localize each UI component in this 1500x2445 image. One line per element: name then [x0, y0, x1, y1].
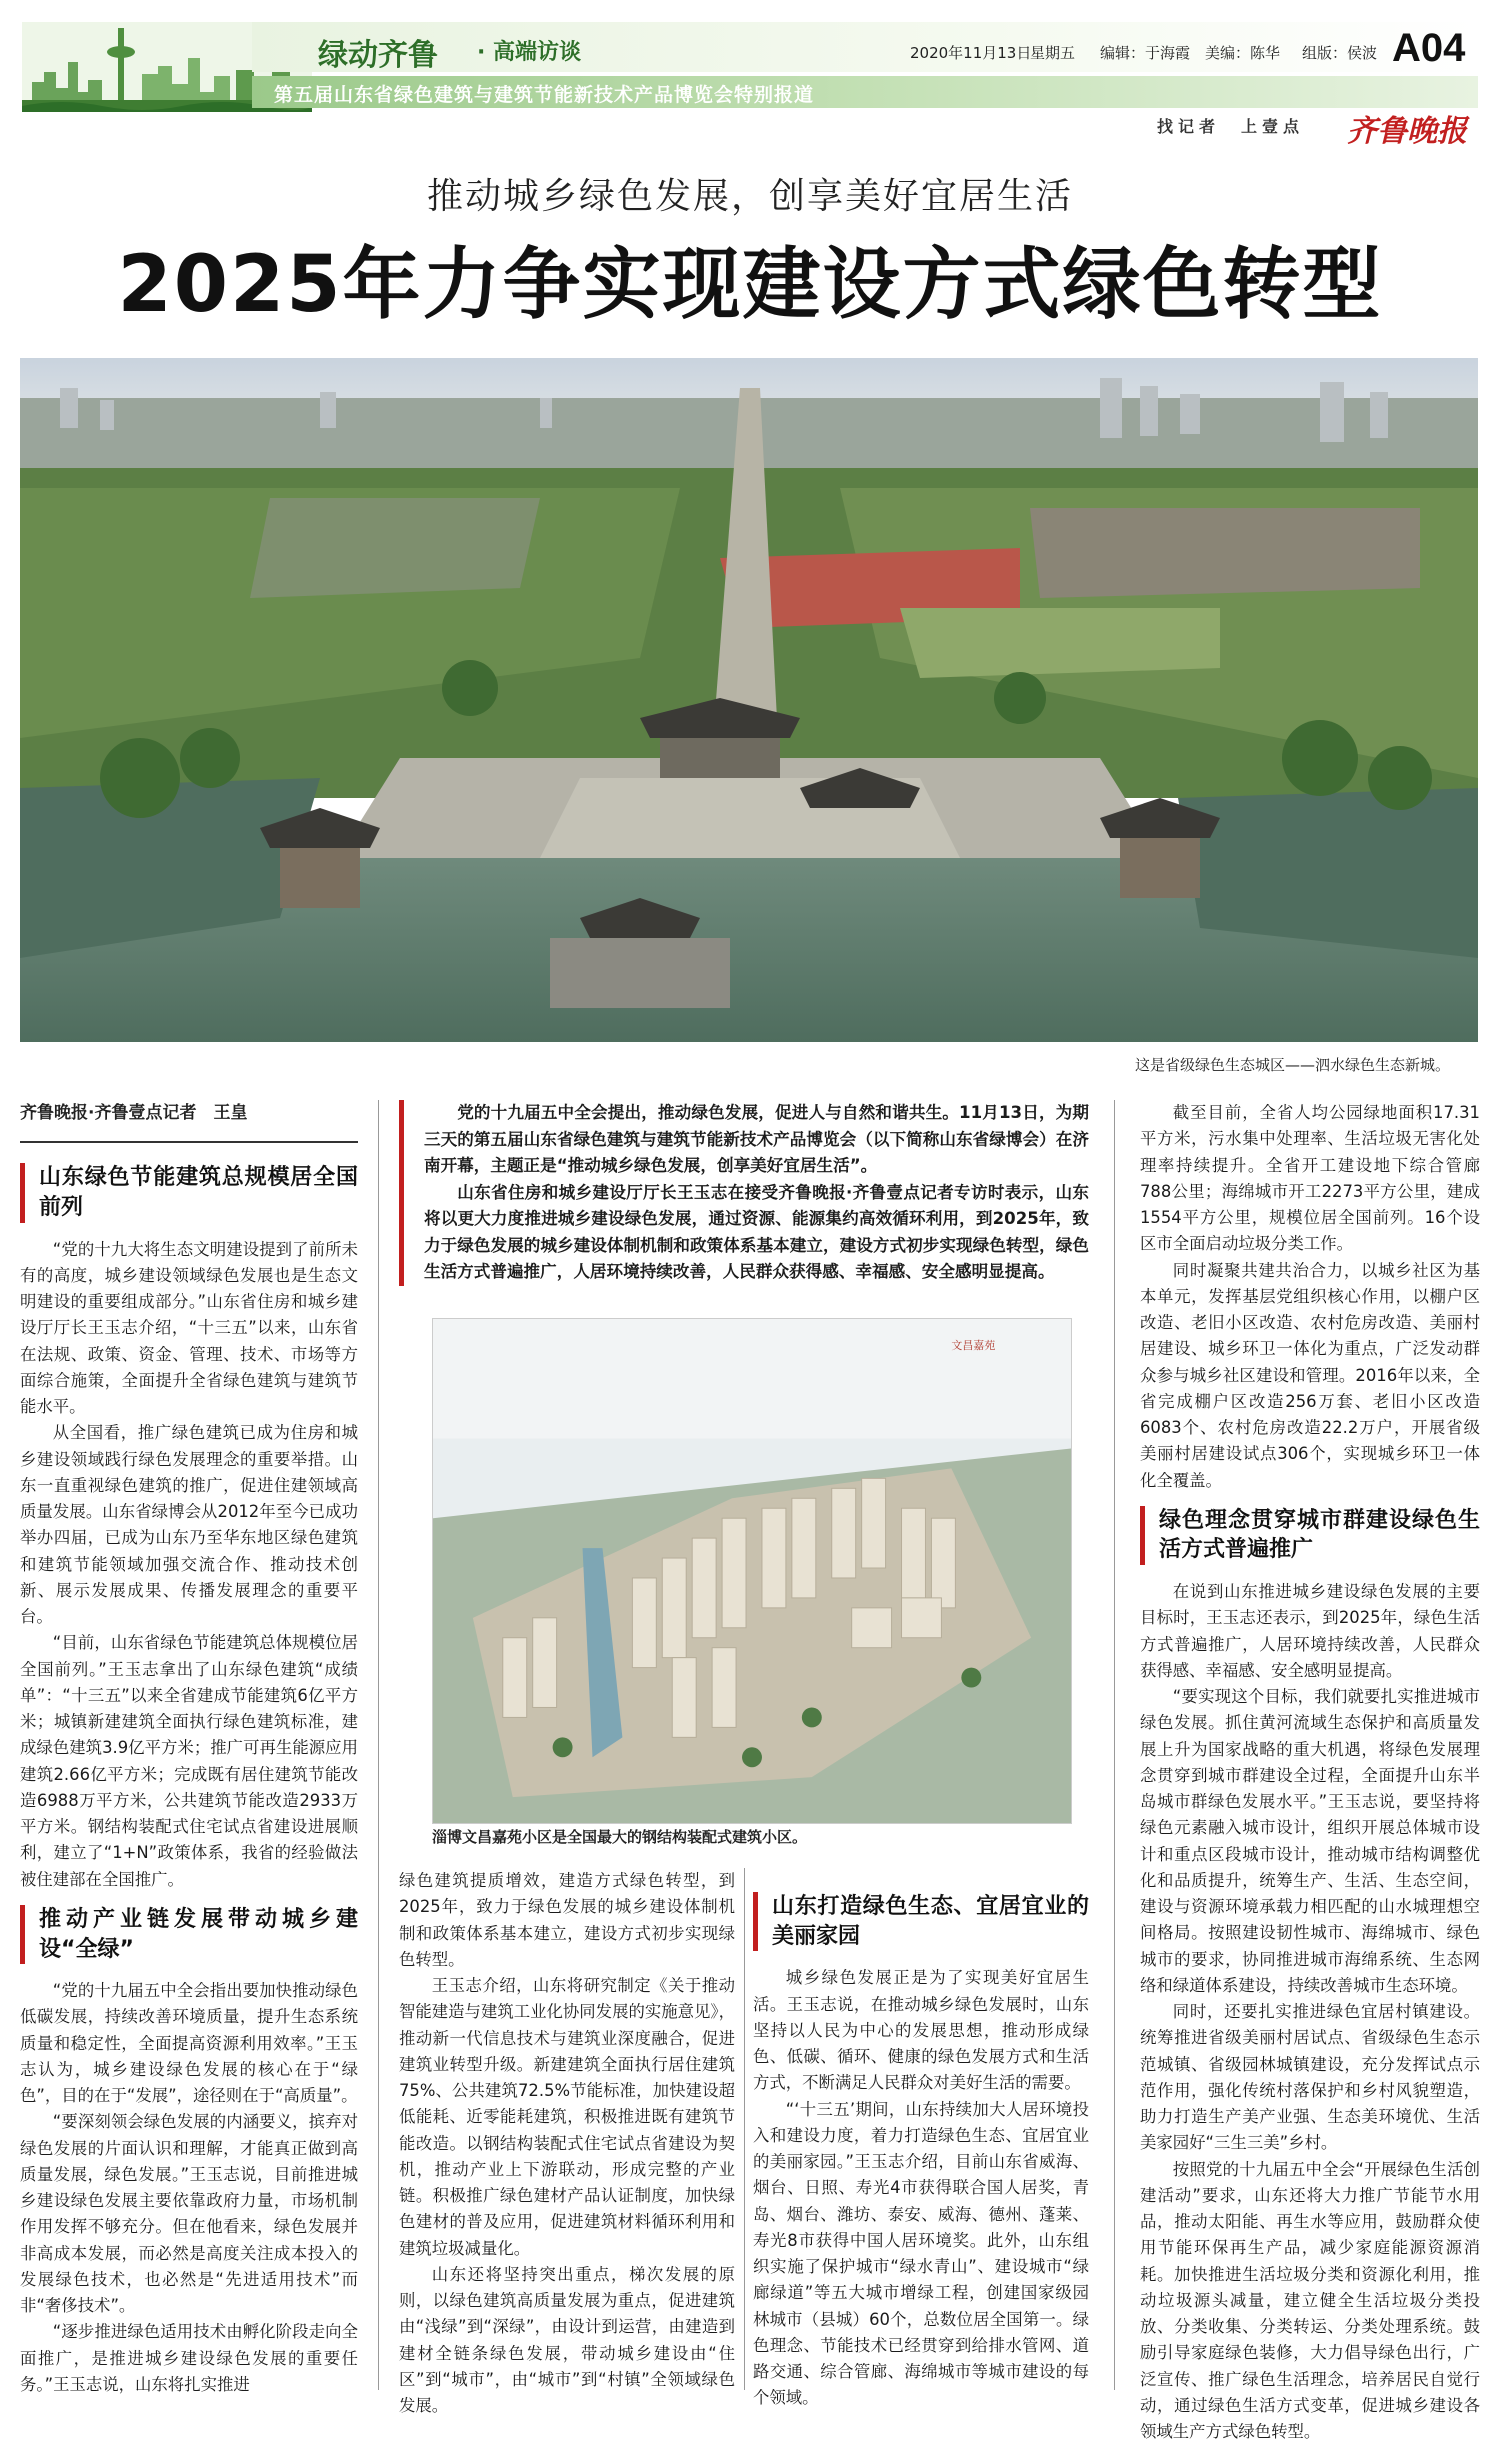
paragraph: 在说到山东推进城乡建设绿色发展的主要目标时，王玉志还表示，到2025年，绿色生活方式普遍推广，人居环境持续改善，人民群众获得感、幸福感、安全感明显提高。	[1140, 1582, 1480, 1680]
article-column-right	[1140, 1100, 1480, 2445]
paragraph: “‘十三五’期间，山东持续加大人居环境投入和建设力度，着力打造绿色生态、宜居宜业的美丽家园。”王玉志介绍，目前山东省威海、烟台、日照、寿光4市获得联合国人居奖，青岛、烟台、潍坊、泰安、威海、德州、蓬莱、寿光8市获得中国人居环境奖。此外，山东组织实施了保护城市“绿水青山”、建设城市“绿廊绿道”等五大城市增绿工程，创建国家级园林城市（县城）60个，总数位居全国第一。绿色理念、节能技术已经贯穿到给排水管网、道路交通、综合管廊、海绵城市等城市建设的每个领域。	[753, 2099, 1089, 2408]
paragraph: “要深刻领会绿色发展的内涵要义，摈弃对绿色发展的片面认识和理解，才能真正做到高质量发展，绿色发展。”王玉志说，目前推进城乡建设绿色发展主要依靠政府力量，市场机制作用发挥不够充分。但在他看来，绿色发展并非高成本发展，而必然是高度关注成本投入的发展绿色技术，也必然是“先进适用技术”而非“奢侈技术”。	[20, 2112, 358, 2316]
subcolumn-title: · 高端访谈	[477, 40, 582, 65]
expo-banner: 第五届山东省绿色建筑与建筑节能新技术产品博览会特别报道	[274, 84, 815, 106]
paragraph: 绿色建筑提质增效，建造方式绿色转型，到2025年，致力于绿色发展的城乡建设体制机制和政策体系基本建立，建设方式初步实现绿色转型。	[399, 1871, 735, 1969]
paragraph: 同时凝聚共建共治合力，以城乡社区为基本单元，发挥基层党组织核心作用，以棚户区改造、老旧小区改造、农村危房改造、美丽村居建设、城乡环卫一体化为重点，广泛发动群众参与城乡社区建设和管理。2016年以来，全省完成棚户区改造256万套、老旧小区改造6083个、农村危房改造22.2万户，开展省级美丽村居建设试点306个，实现城乡环卫一体化全覆盖。	[1140, 1260, 1480, 1490]
paragraph: 王玉志介绍，山东将研究制定《关于推动智能建造与建筑工业化协同发展的实施意见》，推动新一代信息技术与建筑业深度融合，促进建筑业转型升级。新建建筑全面执行居住建筑75%、公共建筑72.5%节能标准，加快建设超低能耗、近零能耗建筑，积极推进既有建筑节能改造。以钢结构装配式住宅试点省建设为契机，推动产业上下游联动，形成完整的产业链。积极推广绿色建材产品认证制度，加快绿色建材的普及应用，促进建筑材料循环利用和建筑垃圾减量化。	[399, 1976, 736, 2258]
column-divider	[1114, 1100, 1115, 2390]
art-editor-credit: 美编：陈华	[1205, 44, 1281, 62]
section-heading-1: 山东绿色节能建筑总规模居全国前列	[20, 1163, 358, 1222]
paragraph: 城乡绿色发展正是为了实现美好宜居生活。王玉志说，在推动城乡绿色发展时，山东坚持以人民为中心的发展思想，推动形成绿色、低碳、循环、健康的绿色发展方式和生活方式，不断满足人民群众对美好生活的需要。	[753, 1968, 1089, 2093]
article-column-left	[20, 1100, 358, 2398]
kicker-headline: 推动城乡绿色发展，创享美好宜居生活	[426, 176, 1073, 217]
article-lead	[399, 1100, 1089, 1286]
lead-box	[399, 1100, 1089, 1286]
paragraph: 截至目前，全省人均公园绿地面积17.31平方米，污水集中处理率、生活垃圾无害化处理率持续提升。全省开工建设地下综合管廊788公里；海绵城市开工2273平方公里，建成1554平方公里，规模位居全国前列。16个设区市全面启动垃圾分类工作。	[1140, 1103, 1480, 1254]
paragraph: “党的十九大将生态文明建设提到了前所未有的高度，城乡建设领域绿色发展也是生态文明建设的重要组成部分。”山东省住房和城乡建设厅厅长王玉志介绍，“十三五”以来，山东省在法规、政策、资金、管理、技术、市场等方面综合施策，全面提升全省绿色建筑与建筑节能水平。	[20, 1239, 358, 1417]
byline-rule	[20, 1141, 358, 1143]
paragraph: 从全国看，推广绿色建筑已成为住房和城乡建设领域践行绿色发展理念的重要举措。山东一直重视绿色建筑的推广，促进住建领域高质量发展。山东省绿博会从2012年至今已成功举办四届，已成为山东乃至华东地区绿色建筑和建筑节能领域加强交流合作、推动技术创新、展示发展成果、传播发展理念的重要平台。	[20, 1423, 358, 1627]
paragraph: 同时，还要扎实推进绿色宜居村镇建设。统筹推进省级美丽村居试点、省级绿色生态示范城镇、省级园林城镇建设，充分发挥试点示范作用，强化传统村落保护和乡村风貌塑造，助力打造生产美产业强、生态美环境优、生活美家园好“三生三美”乡村。	[1140, 2002, 1480, 2153]
masthead	[22, 22, 1478, 149]
issue-date: 2020年11月13日	[910, 44, 1032, 62]
main-headline: 2025年力争实现建设方式绿色转型	[117, 240, 1383, 330]
column-divider	[378, 1100, 379, 2390]
lead-paragraph: 山东省住房和城乡建设厅厅长王玉志在接受齐鲁晚报·齐鲁壹点记者专访时表示，山东将以更大力度推进城乡建设绿色发展，通过资源、能源集约高效循环利用，到2025年，致力于绿色发展的城乡建设体制机制和政策体系基本建立，建设方式初步实现绿色转型，绿色生活方式普遍推广，人居环境持续改善，人民群众获得感、幸福感、安全感明显提高。	[424, 1182, 1089, 1282]
newspaper-logo: 齐鲁晚报	[1347, 114, 1467, 149]
paragraph: 按照党的十九届五中全会“开展绿色生活创建活动”要求，山东还将大力推广节能节水用品，推动太阳能、再生水等应用，鼓励群众使用节能环保再生产品，减少家庭能源资源消耗。加快推进生活垃圾分类和资源化利用，推动垃圾源头减量，建立健全生活垃圾分类投放、分类收集、分类转运、分类处理系统。鼓励引导家庭绿色装修，大力倡导绿色出行，广泛宣传、推广绿色生活理念，培养居民自觉行动，通过绿色生活方式变革，促进城乡建设各领域生产方式绿色转型。	[1140, 2159, 1480, 2442]
tagline: 找记者 上壹点	[1157, 117, 1305, 136]
layout-editor-credit: 组版：侯波	[1302, 44, 1378, 62]
paragraph: “要实现这个目标，我们就要扎实推进城市绿色发展。抓住黄河流域生态保护和高质量发展上升为国家战略的重大机遇，将绿色发展理念贯穿到城市群建设全过程，全面提升山东半岛城市群绿色发展水平。”王玉志说，要坚持将绿色元素融入城市设计，组织开展总体城市设计和重点区段城市设计，推动城市结构调整优化和品质提升，统筹生产、生活、生态空间，建设与资源环境承载力相匹配的山水城理想空间格局。按照建设韧性城市、海绵城市、绿色城市的要求，协同推进城市海绵系统、生态网络和绿道体系建设，持续改善城市生态环境。	[1140, 1687, 1480, 1995]
article-column-middle-right	[753, 1880, 1089, 2412]
hero-caption: 这是省级绿色生态城区——泗水绿色生态新城。	[1134, 1056, 1450, 1074]
column-title: 绿动齐鲁	[318, 38, 438, 73]
aerial-eco-city-photo	[20, 358, 1478, 1042]
editor-credit: 编辑：于海霞	[1100, 44, 1191, 62]
column-divider	[744, 1868, 745, 2390]
page-number: A04	[1392, 26, 1466, 70]
issue-weekday: 星期五	[1030, 44, 1076, 62]
section-heading-3: 山东打造绿色生态、宜居宜业的美丽家园	[753, 1892, 1089, 1951]
paragraph: “党的十九届五中全会指出要加快推动绿色低碳发展，持续改善环境质量，提升生态系统质量和稳定性，全面提高资源利用效率。”王玉志认为，城乡建设绿色发展的核心在于“绿色”，目的在于“发展”，途径则在于“高质量”。	[20, 1981, 358, 2106]
residential-rendering-photo	[432, 1318, 1072, 1824]
render-inset-label: 文昌嘉苑	[951, 1338, 996, 1352]
lead-paragraph: 党的十九届五中全会提出，推动绿色发展，促进人与自然和谐共生。11月13日，为期三天的第五届山东省绿色建筑与建筑节能新技术产品博览会（以下简称山东省绿博会）在济南开幕，主题正是“推动城乡绿色发展，创享美好宜居生活”。	[424, 1103, 1089, 1176]
paragraph: “目前，山东省绿色节能建筑总体规模位居全国前列。”王玉志拿出了山东绿色建筑“成绩单”：“十三五”以来全省建成节能建筑6亿平方米；城镇新建建筑全面执行绿色建筑标准，建成绿色建筑3.9亿平方米；推广可再生能源应用建筑2.66亿平方米；完成既有居住建筑节能改造6988万平方米，公共建筑节能改造2933万平方米。钢结构装配式住宅试点省建设进展顺利，建立了“1+N”政策体系，我省的经验做法被住建部在全国推广。	[20, 1633, 358, 1889]
section-heading-2: 推动产业链发展带动城乡建设“全绿”	[20, 1905, 358, 1964]
section-heading-4: 绿色理念贯穿城市群建设绿色生活方式普遍推广	[1140, 1506, 1480, 1565]
paragraph: 山东还将坚持突出重点，梯次发展的原则，以绿色建筑高质量发展为重点，促进建筑由“浅绿”到“深绿”，由设计到运营，由建造到建材全链条绿色发展，带动城乡建设由“住区”到“城市”，由“城市”到“村镇”全领域绿色发展。	[399, 2264, 735, 2415]
render-caption: 淄博文昌嘉苑小区是全国最大的钢结构装配式建筑小区。	[432, 1828, 808, 1846]
byline: 齐鲁晚报·齐鲁壹点记者 王皇	[20, 1103, 248, 1123]
paragraph: “逐步推进绿色适用技术由孵化阶段走向全面推广，是推进城乡建设绿色发展的重要任务。”王玉志说，山东将扎实推进	[20, 2322, 358, 2394]
article-column-middle-left	[399, 1868, 735, 2419]
